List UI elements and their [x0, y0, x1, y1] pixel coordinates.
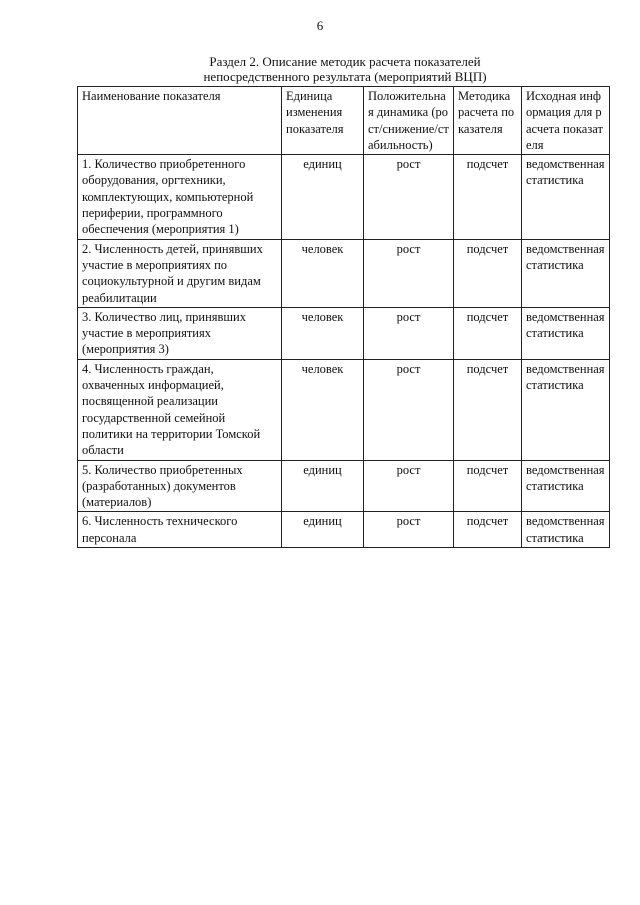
indicator-name-cell: 5. Количество приобретенных (разработанных) документов (материалов)	[78, 460, 282, 512]
table-row	[78, 512, 610, 548]
unit-cell: единиц	[282, 460, 364, 512]
method-cell: подсчет	[454, 512, 522, 548]
method-cell: подсчет	[454, 460, 522, 512]
indicator-name-cell: 6. Численность технического персонала	[78, 512, 282, 548]
indicator-name-cell: 2. Численность детей, принявших участие в мероприятиях по социокультурной и другим видам реабилитации	[78, 239, 282, 307]
unit-cell: человек	[282, 359, 364, 460]
header-dynamics: Положительная динамика (рост/снижение/стабильность)	[364, 87, 454, 155]
page-number: 6	[316, 18, 324, 33]
header-unit: Единица изменения показателя	[282, 87, 364, 155]
unit-cell: человек	[282, 307, 364, 359]
table-row	[78, 359, 610, 460]
indicator-name-cell: 4. Численность граждан, охваченных информацией, посвященной реализации государственной семейной политики на территории Томской области	[78, 359, 282, 460]
indicators-table	[77, 86, 610, 548]
section-title-line-1: Раздел 2. Описание методик расчета показателей	[209, 54, 481, 69]
header-method: Методика расчета показателя	[454, 87, 522, 155]
source-cell: ведомственная статистика	[522, 155, 610, 239]
source-cell: ведомственная статистика	[522, 512, 610, 548]
section-title-line-2: непосредственного результата (мероприятий ВЦП)	[203, 69, 487, 84]
method-cell: подсчет	[454, 359, 522, 460]
dynamics-cell: рост	[364, 155, 454, 239]
table-header-row	[78, 87, 610, 155]
source-cell: ведомственная статистика	[522, 359, 610, 460]
dynamics-cell: рост	[364, 512, 454, 548]
method-cell: подсчет	[454, 307, 522, 359]
unit-cell: человек	[282, 239, 364, 307]
source-cell: ведомственная статистика	[522, 460, 610, 512]
table-row	[78, 155, 610, 239]
header-source: Исходная информация для расчета показателя	[522, 87, 610, 155]
table-row	[78, 460, 610, 512]
indicator-name-cell: 1. Количество приобретенного оборудования, оргтехники, комплектующих, компьютерной периферии, программного обеспечения (мероприятия 1)	[78, 155, 282, 239]
dynamics-cell: рост	[364, 460, 454, 512]
method-cell: подсчет	[454, 239, 522, 307]
dynamics-cell: рост	[364, 359, 454, 460]
unit-cell: единиц	[282, 155, 364, 239]
unit-cell: единиц	[282, 512, 364, 548]
source-cell: ведомственная статистика	[522, 307, 610, 359]
header-indicator-name: Наименование показателя	[78, 87, 282, 155]
dynamics-cell: рост	[364, 239, 454, 307]
method-cell: подсчет	[454, 155, 522, 239]
indicator-name-cell: 3. Количество лиц, принявших участие в мероприятиях (мероприятия 3)	[78, 307, 282, 359]
dynamics-cell: рост	[364, 307, 454, 359]
section-title	[0, 54, 640, 84]
table-row	[78, 239, 610, 307]
source-cell: ведомственная статистика	[522, 239, 610, 307]
table-row	[78, 307, 610, 359]
